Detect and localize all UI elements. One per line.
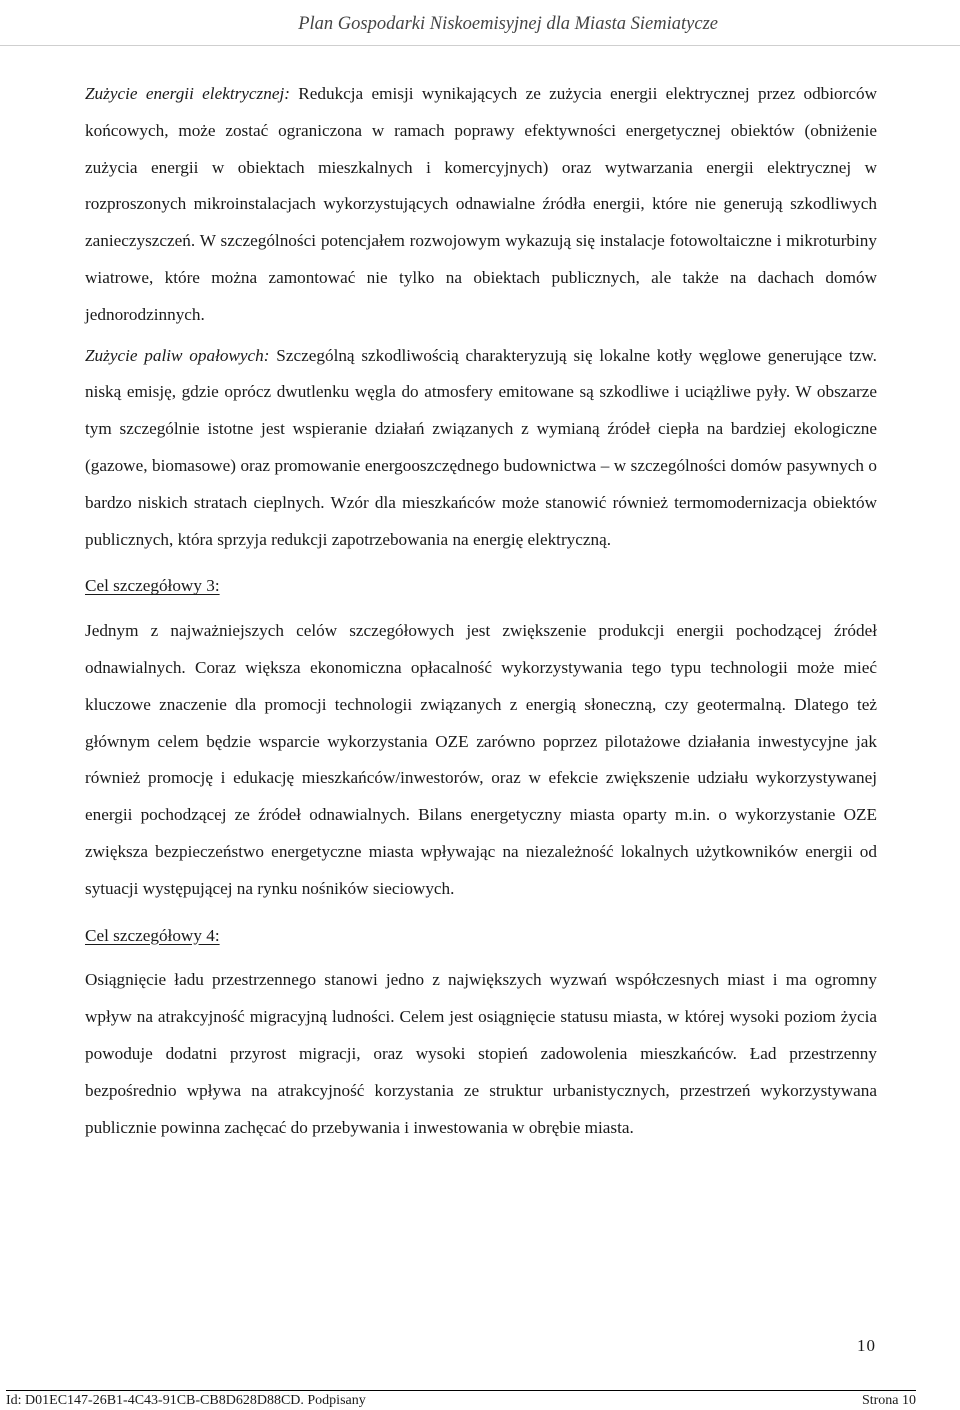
paragraph-text-heating-fuels: Szczególną szkodliwością charakteryzują się lokalne kotły węglowe generujące tzw. niską emisję, gdzie oprócz dwutlenku węgla do atmosfery emitowane są szkodliwe i uciążliwe pyły. W obszarze tym szczególnie istotne jest wspieranie działań związanych z wymianą źródeł ciepła na bardziej ekologiczne (gazowe, biomasowe) oraz promowanie energooszczędnego budownictwa – w szczególności domów pasywnych o bardzo niskich stratach cieplnych. Wzór dla mieszkańców może stanowić również termomodernizacja obiektów publicznych, która sprzyja redukcji zapotrzebowania na energię elektryczną. [85,345,877,549]
document-body [85,76,877,1146]
page-number: 10 [857,1336,876,1355]
page-footer [6,1390,916,1409]
paragraph-electricity [85,76,877,334]
paragraph-text-electricity: Redukcja emisji wynikających ze zużycia energii elektrycznej przez odbiorców końcowych, może zostać ograniczona w ramach poprawy efektywności energetycznej obiektów (obniżenie zużycia energii w obiektach mieszkalnych i komercyjnych) oraz wytwarzania energii elektrycznej w rozproszonych mikroinstalacjach wykorzystujących odnawialne źródła energii, które nie generują szkodliwych zanieczyszczeń. W szczególności potencjałem rozwojowym wykazują się instalacje fotowoltaiczne i mikroturbiny wiatrowe, które można zamontować nie tylko na obiektach publicznych, ale także na dachach domów jednorodzinnych. [85,84,877,324]
footer-page-label: Strona 10 [861,1393,916,1408]
header-divider [0,45,960,46]
section-heading-goal-3: Cel szczegółowy 3: [85,576,220,596]
paragraph-lead-heating-fuels: Zużycie paliw opałowych: [85,345,270,365]
page-header-title: Plan Gospodarki Niskoemisyjnej dla Miasta Siemiatycze [298,14,718,34]
section-heading-goal-4: Cel szczegółowy 4: [85,925,220,945]
paragraph-heating-fuels [85,338,877,559]
paragraph-goal-3: Jednym z najważniejszych celów szczegółowych jest zwiększenie produkcji energii pochodzącej źródeł odnawialnych. Coraz większa ekonomiczna opłacalność wykorzystywania tego typu technologii może mieć kluczowe znaczenie dla promocji technologii związanych z energią słoneczną, czy geotermalną. Dlatego też głównym celem będzie wsparcie wykorzystania OZE zarówno poprzez pilotażowe działania inwestycyjne jak również promocję i edukację mieszkańców/inwestorów, oraz w efekcie zwiększenie udziału wykorzystywanej energii pochodzącej ze źródeł odnawialnych. Bilans energetyczny miasta oparty m.in. o wykorzystanie OZE zwiększa bezpieczeństwo energetyczne miasta wpływając na niezależność lokalnych użytkowników energii od sytuacji występującej na rynku nośników sieciowych. [85,621,877,898]
paragraph-lead-electricity: Zużycie energii elektrycznej: [85,84,290,103]
paragraph-goal-4: Osiągnięcie ładu przestrzennego stanowi jedno z największych wyzwań współczesnych miast i ma ogromny wpływ na atrakcyjność migracyjną ludności. Celem jest osiągnięcie statusu miasta, w której wysoki poziom życia powoduje dodatni przyrost migracji, oraz wysoki stopień zadowolenia mieszkańców. Ład przestrzenny bezpośrednio wpływa na atrakcyjność korzystania ze struktur urbanistycznych, przestrzeń wykorzystywana publicznie powinna zachęcać do przebywania i inwestowania w obrębie miasta. [85,970,877,1137]
footer-document-id: Id: D01EC147-26B1-4C43-91CB-CB8D628D88CD. Podpisany [6,1393,366,1408]
